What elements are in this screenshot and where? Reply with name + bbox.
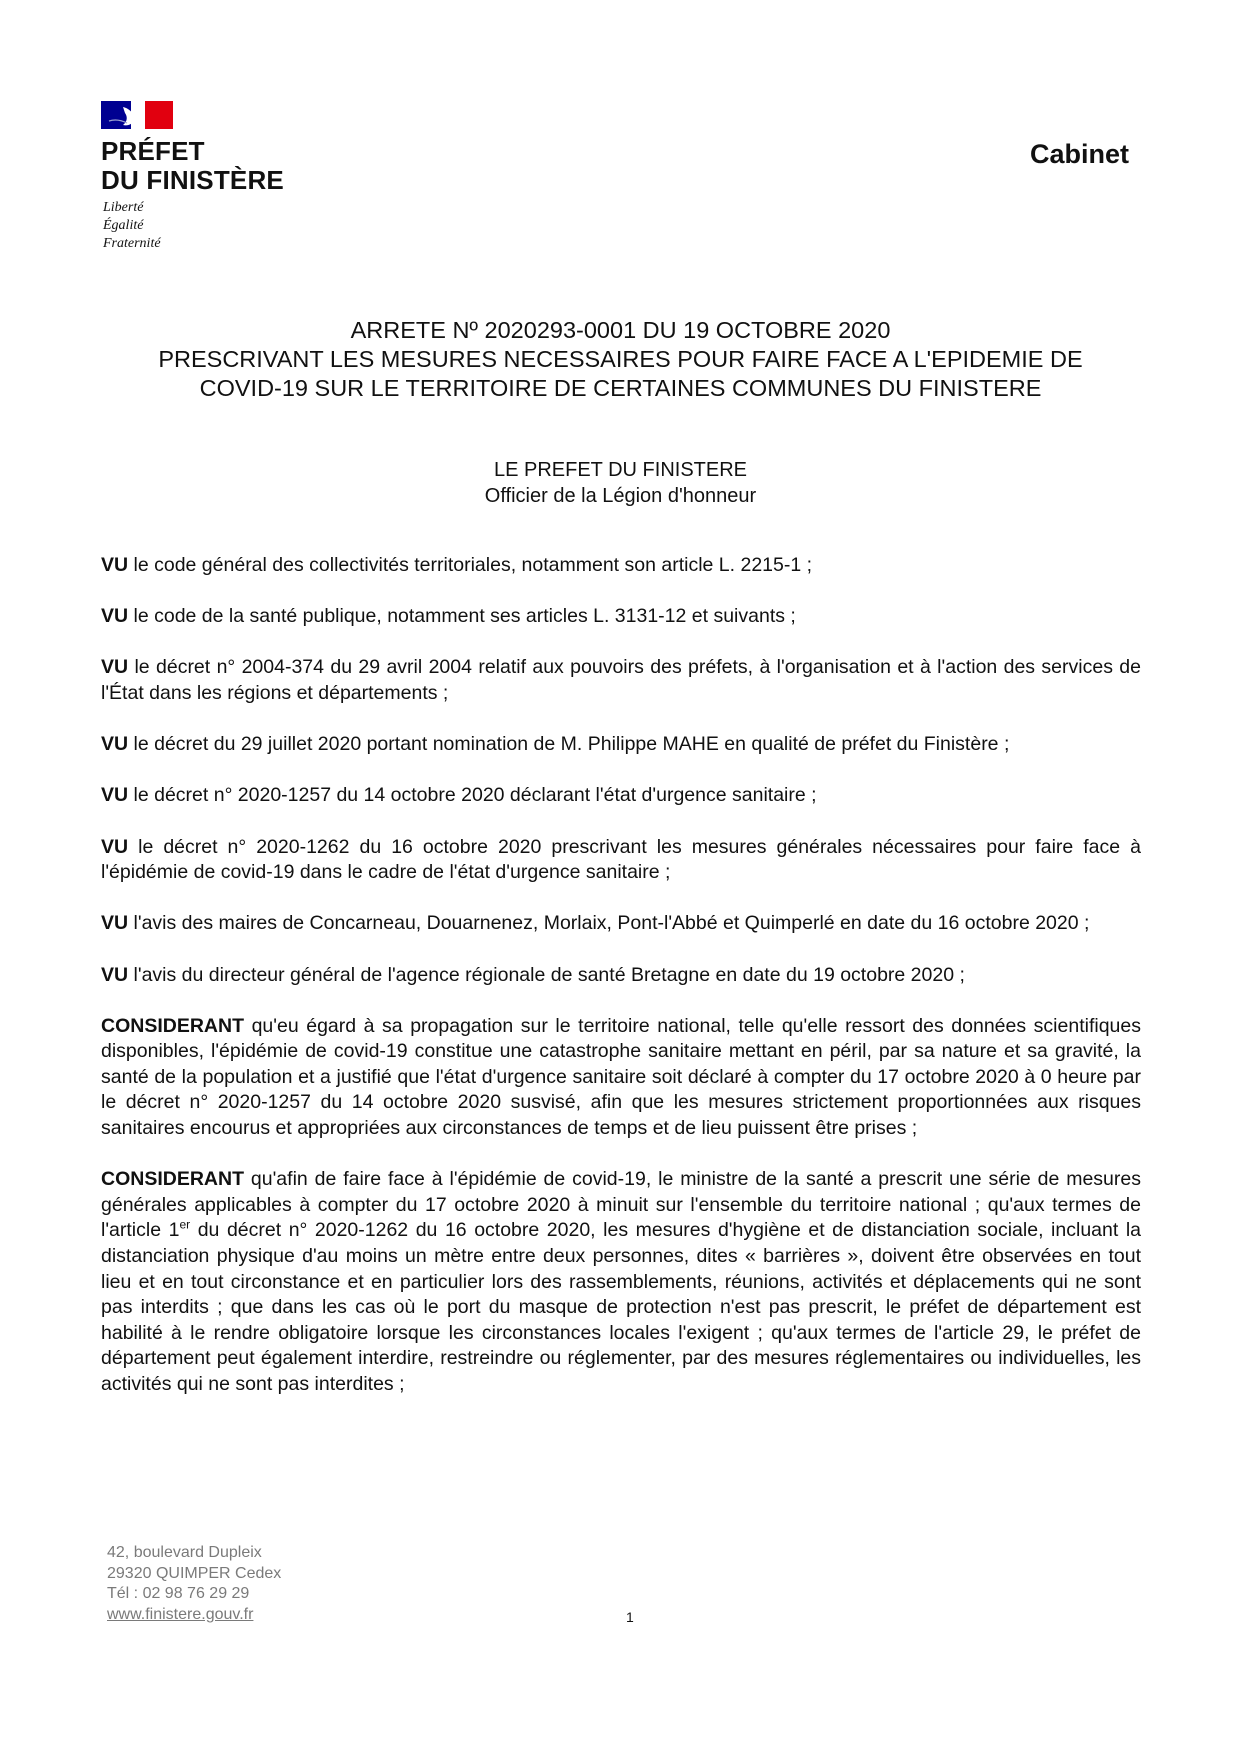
considering-text-continued: du décret n° 2020-1262 du 16 octobre 2020, les mesures d'hygiène et de distanciation sociale, incluant la distanciation physique d'au moins un mètre entre deux personnes, dites « barrières », doivent être observées en tout lieu et en tout circonstance et en particulier lors des rassemblements, réunions, activités et déplacements qui ne sont pas interdits ; que dans les cas où le port du masque de protection n'est pas prescrit, le préfet de département est habilité à le rendre obligatoire lorsque les circonstances locales l'exigent ; qu'aux termes de l'article 29, le préfet de département peut également interdire, restreindre ou réglementer, par des mesures réglementaires ou individuelles, les activités qui ne sont pas interdites ; <box>101 1219 1141 1395</box>
footer-address-line2: 29320 QUIMPER Cedex <box>107 1564 282 1582</box>
considering-paragraph <box>101 1014 1141 1142</box>
recital-lead: VU <box>101 912 129 935</box>
recital-text: l'avis des maires de Concarneau, Douarnenez, Morlaix, Pont-l'Abbé et Quimperlé en date du 16 octobre 2020 ; <box>128 912 1090 935</box>
footer-phone: Tél : 02 98 76 29 29 <box>107 1585 250 1602</box>
recital-paragraph <box>101 732 1141 758</box>
decree-title-line1: ARRETE Nº 2020293-0001 DU 19 OCTOBRE 2020 <box>350 317 891 343</box>
recital-lead: VU <box>101 656 129 679</box>
recital-text: le décret n° 2004-374 du 29 avril 2004 relatif aux pouvoirs des préfets, à l'organisation et à l'action des services de l'État dans les régions et départements ; <box>101 656 1141 704</box>
recital-text: le décret n° 2020-1257 du 14 octobre 2020 déclarant l'état d'urgence sanitaire ; <box>128 784 817 807</box>
recital-text: le code de la santé publique, notamment ses articles L. 3131-12 et suivants ; <box>128 605 796 628</box>
decree-body <box>101 553 1141 1423</box>
decree-title <box>0 316 1241 403</box>
recital-paragraph <box>101 553 1141 579</box>
republic-motto <box>103 199 161 253</box>
footer-contact <box>107 1543 281 1625</box>
recital-paragraph <box>101 655 1141 706</box>
decree-title-line2: PRESCRIVANT LES MESURES NECESSAIRES POUR FAIRE FACE A L'EPIDEMIE DE <box>158 346 1083 372</box>
recital-lead: VU <box>101 963 129 986</box>
recital-lead: VU <box>101 733 129 756</box>
considering-paragraph <box>101 1167 1141 1397</box>
page-number: 1 <box>626 1609 634 1625</box>
recital-text: l'avis du directeur général de l'agence régionale de santé Bretagne en date du 19 octobre 2020 ; <box>128 963 965 986</box>
recital-lead: VU <box>101 554 129 576</box>
considering-text: qu'eu égard à sa propagation sur le territoire national, telle qu'elle ressort des données scientifiques disponibles, l'épidémie de covid-19 constitue une catastrophe sanitaire mettant en péril, par sa nature et sa gravité, la santé de la population et a justifié que l'état d'urgence sanitaire soit déclaré à compter du 17 octobre 2020 à 0 heure par le décret n° 2020-1257 du 14 octobre 2020 susvisé, afin que les mesures strictement proportionnées aux risques sanitaires encourus et appropriées aux circonstances de temps et de lieu puissent être prises ; <box>101 1014 1141 1140</box>
recital-paragraph <box>101 604 1141 630</box>
motto-liberte: Liberté <box>103 200 144 215</box>
footer-address-line1: 42, boulevard Dupleix <box>107 1544 262 1561</box>
considering-lead: CONSIDERANT <box>101 1168 245 1191</box>
recital-paragraph <box>101 963 1141 989</box>
footer-website-link[interactable]: www.finistere.gouv.fr <box>107 1605 254 1623</box>
considering-lead: CONSIDERANT <box>101 1014 245 1037</box>
recital-text: le décret n° 2020-1262 du 16 octobre 2020 prescrivant les mesures générales nécessaires pour faire face à l'épidémie de covid-19 dans le cadre de l'état d'urgence sanitaire ; <box>101 835 1141 884</box>
ordinal-superscript: er <box>179 1217 191 1232</box>
marianne-flag-icon <box>101 101 173 129</box>
recital-text: le code général des collectivités territoriales, notamment son article L. 2215-1 ; <box>128 554 813 576</box>
recital-lead: VU <box>101 835 129 858</box>
considering-text: qu'afin de faire face à l'épidémie de covid-19, le ministre de la santé a prescrit une série de mesures générales applicables à compter du 17 octobre 2020 à minuit sur l'ensemble du territoire national ; qu'aux termes de l'article 1 <box>101 1168 1141 1242</box>
recital-lead: VU <box>101 784 129 807</box>
recital-text: le décret du 29 juillet 2020 portant nomination de M. Philippe MAHE en qualité de préfet du Finistère ; <box>128 733 1010 756</box>
recital-lead: VU <box>101 605 129 628</box>
recital-paragraph <box>101 911 1141 937</box>
prefecture-name-line2: DU FINISTÈRE <box>101 165 284 195</box>
issuer-honour: Officier de la Légion d'honneur <box>484 485 757 507</box>
decree-title-line3: COVID-19 SUR LE TERRITOIRE DE CERTAINES COMMUNES DU FINISTERE <box>199 375 1042 401</box>
recital-paragraph <box>101 783 1141 809</box>
motto-fraternite: Fraternité <box>103 236 161 251</box>
recital-paragraph <box>101 835 1141 886</box>
prefecture-name <box>101 137 284 195</box>
motto-egalite: Égalité <box>103 218 144 233</box>
issuer-title: LE PREFET DU FINISTERE <box>493 459 747 481</box>
prefecture-name-line1: PRÉFET <box>101 136 205 166</box>
issuer-block <box>0 457 1241 509</box>
service-label: Cabinet <box>1030 139 1130 169</box>
